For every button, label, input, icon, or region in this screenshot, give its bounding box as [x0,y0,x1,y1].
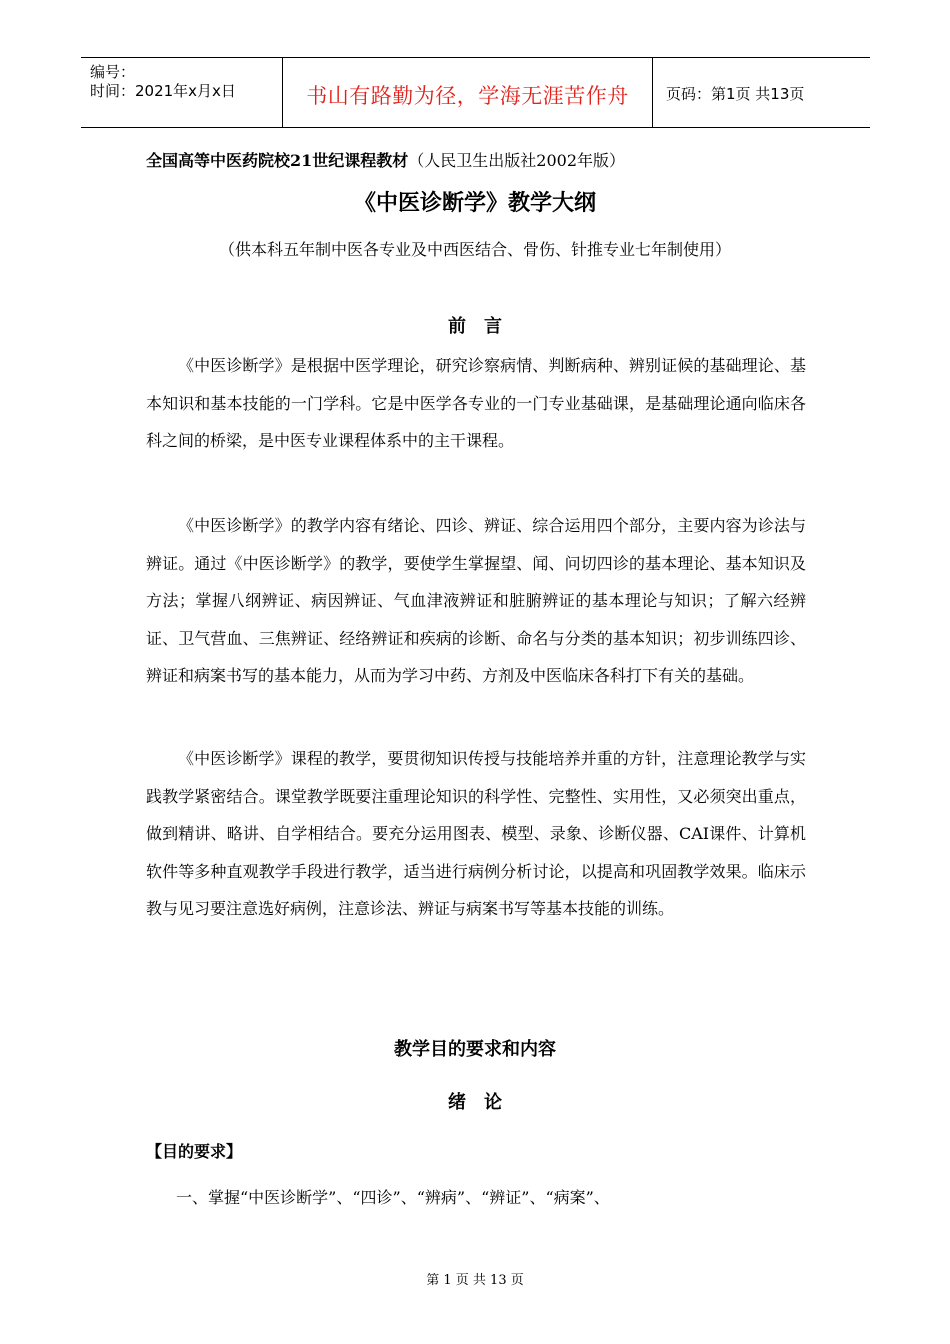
page-footer: 第 1 页 共 13 页 [426,1273,524,1288]
document-date-label: 时间：2021年x月x日 [90,82,236,100]
header-motto: 书山有路勤为径，学海无涯苦作舟 [306,84,629,108]
preface-paragraph: 《中医诊断学》课程的教学，要贯彻知识传授与技能培养并重的方针，注意理论教学与实践教学紧密结合。课堂教学既要注重理论知识的科学性、完整性、实用性，又必须突出重点，做到精讲、略讲、自学相结合。要充分运用图表、模型、录象、诊断仪器、CAI课件、计算机软件等多种直观教学手段进行教学，适当进行病例分析讨论，以提高和巩固教学效果。临床示教与见习要注意选好病例，注意诊法、辨证与病案书写等基本技能的训练。 [146,749,806,918]
section-heading: 教学目的要求和内容 [394,1039,556,1060]
preface-paragraph: 《中医诊断学》的教学内容有绪论、四诊、辨证、综合运用四个部分，主要内容为诊法与辨证。通过《中医诊断学》的教学，要使学生掌握望、闻、问切四诊的基本理论、基本知识及方法；掌握八纲辨证、病因辨证、气血津液辨证和脏腑辨证的基本理论与知识；了解六经辨证、卫气营血、三焦辨证、经络辨证和疾病的诊断、命名与分类的基本知识；初步训练四诊、辨证和病案书写的基本能力，从而为学习中药、方剂及中医临床各科打下有关的基础。 [146,516,806,685]
page-header [81,57,870,128]
header-page-cell [652,58,870,127]
requirements-label: 【目的要求】 [146,1142,243,1161]
header-page-info: 页码：第1页 共13页 [666,85,805,103]
header-motto-cell [282,58,653,127]
document-subtitle: （供本科五年制中医各专业及中西医结合、骨伤、针推专业七年制使用） [218,240,731,259]
document-title: 《中医诊断学》教学大纲 [353,190,596,216]
publisher-line [146,148,625,171]
preface-heading: 前 言 [448,316,502,337]
header-meta-cell [81,58,281,127]
requirement-item: 一、掌握“中医诊断学”、“四诊”、“辨病”、“辨证”、“病案”、 [176,1188,610,1207]
chapter-heading: 绪 论 [448,1092,502,1113]
document-number-label: 编号： [90,63,136,81]
preface-paragraph: 《中医诊断学》是根据中医学理论，研究诊察病情、判断病种、辨别证候的基础理论、基本知识和基本技能的一门学科。它是中医学各专业的一门专业基础课，是基础理论通向临床各科之间的桥梁，是中医专业课程体系中的主干课程。 [146,356,806,450]
publisher-edition: （人民卫生出版社2002年版） [408,151,626,170]
publisher-series: 全国高等中医药院校21世纪课程教材 [146,151,409,170]
